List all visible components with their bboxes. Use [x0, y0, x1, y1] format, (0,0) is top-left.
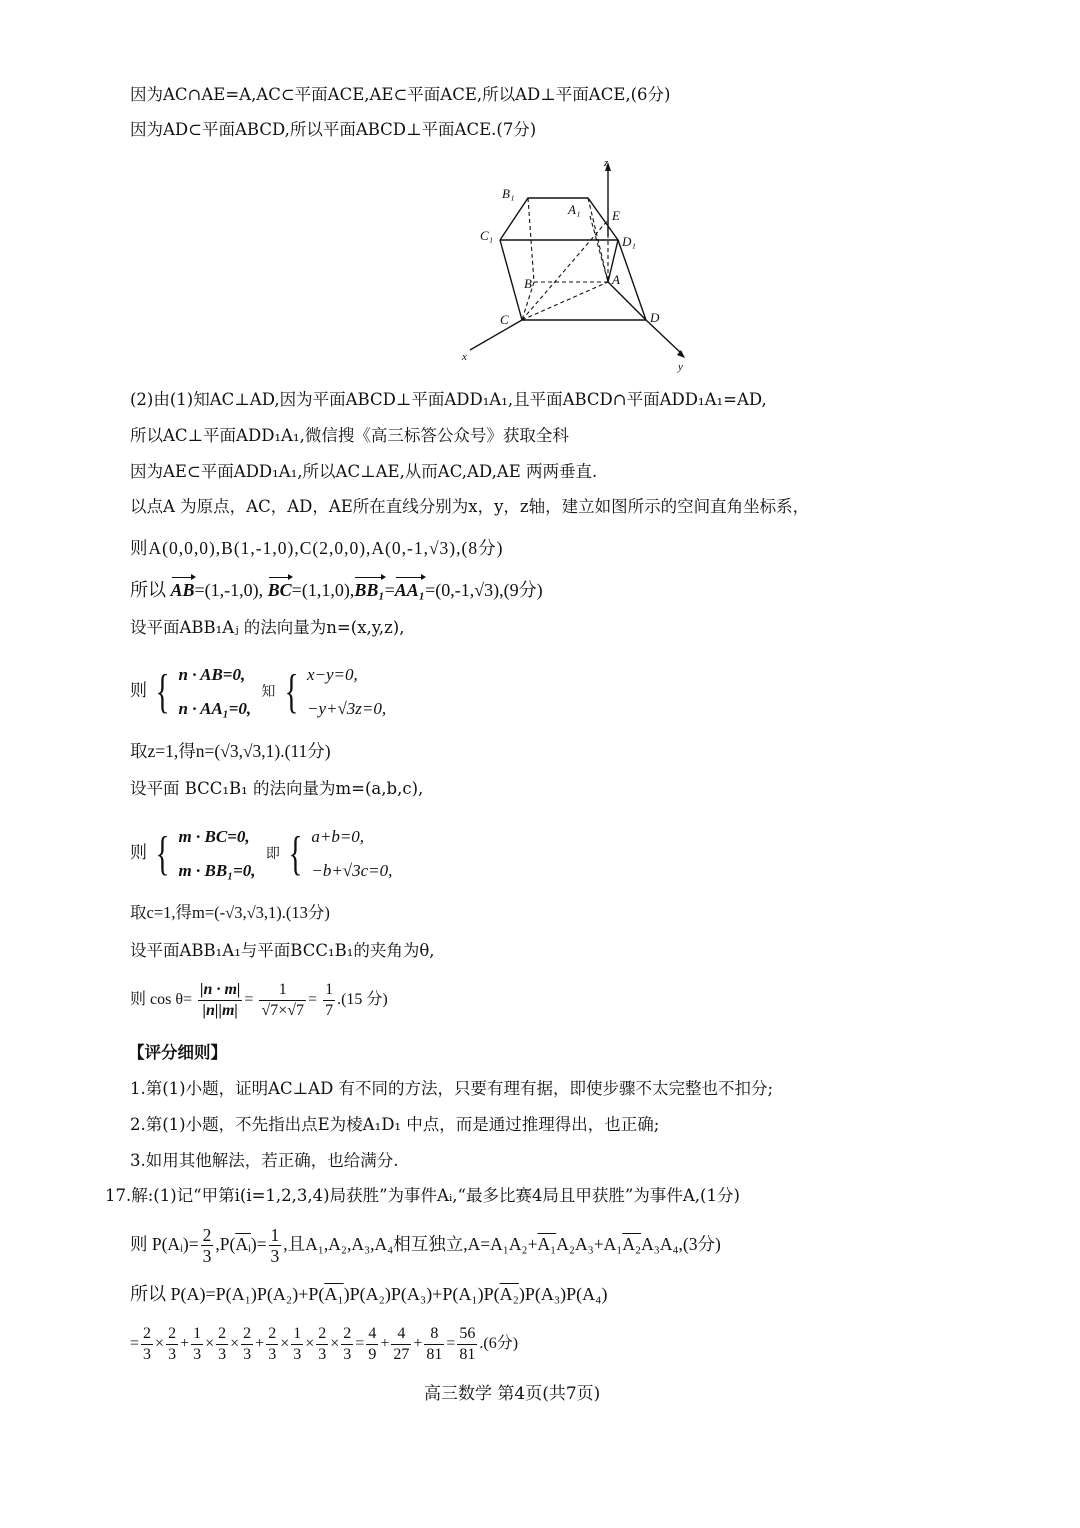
question-17: 17.解:(1)记“甲第i(i=1,2,3,4)局获胜”为事件Aᵢ,“最多比赛4局且甲获胜”为事件A,(1分)	[105, 1186, 740, 1205]
vector-ab-value: =(1,-1,0),	[194, 580, 264, 600]
operator: =	[355, 1335, 365, 1352]
system-rows	[179, 820, 256, 888]
edge-d1-d	[618, 240, 646, 320]
operator: ×	[280, 1335, 290, 1352]
solution-line: 设平面 BCC₁B₁ 的法向量为m=(a,b,c),	[130, 779, 424, 798]
operator: +	[380, 1335, 390, 1352]
edge-a-d	[608, 282, 646, 320]
fraction: $\frac{2}{3}$	[202, 1225, 212, 1267]
solution-line: 取c=1,得m=(-√3,√3,1).(13分)	[130, 903, 330, 922]
label-a1: A₁	[568, 202, 581, 217]
text-run: A₂A₃+A₁	[556, 1234, 623, 1254]
y-axis-line	[646, 320, 682, 354]
fraction: $\frac{2}{3}$	[218, 1324, 227, 1363]
operator: +	[180, 1335, 190, 1352]
operator: ×	[155, 1335, 165, 1352]
fraction: $\frac{1}{√7\times√7}$	[261, 980, 305, 1019]
solution-line: 因为AC∩AE=A,AC⊂平面ACE,AE⊂平面ACE,所以AD⊥平面ACE,(6分)	[130, 85, 671, 104]
system-rows	[179, 658, 252, 726]
system-row: −y+√3z=0,	[306, 699, 387, 718]
operator: +	[413, 1335, 423, 1352]
system-row: −b+√3c=0,	[311, 861, 393, 880]
system-connector: 即	[265, 846, 280, 862]
rubric-item: 3.如用其他解法，若正确，也给满分.	[130, 1151, 399, 1170]
operator: ×	[205, 1335, 215, 1352]
equals-sign: =	[244, 991, 254, 1008]
label-c1: C₁	[480, 228, 494, 243]
fraction: $\frac{8}{81}$	[426, 1324, 443, 1363]
solution-line: 所以AC⊥平面ADD₁A₁,微信搜《高三标答公众号》获取全科	[130, 426, 569, 445]
geometry-figure	[460, 156, 700, 378]
hidden-edge-c-a	[522, 282, 608, 320]
calculation-tail: .(6分)	[479, 1335, 519, 1352]
vector-ab: AB	[170, 580, 195, 600]
fraction: $\frac{2}{3}$	[343, 1324, 352, 1363]
label-b: B	[524, 276, 532, 291]
fraction: $\frac{1}{3}$	[193, 1324, 202, 1363]
text-run: 所以 P(A)=P(A₁)P(A₂)+P(	[130, 1284, 325, 1304]
system-row: n · AA₁=0,	[178, 699, 252, 718]
vectors-prefix: 所以	[130, 580, 166, 600]
system-rows	[307, 658, 386, 726]
fraction: $\frac{4}{27}$	[393, 1324, 410, 1363]
text-run: )P(A₂)P(A₃)+P(A₁)P(	[343, 1284, 500, 1304]
text-run: )P(A₃)P(A₄)	[518, 1284, 608, 1304]
solution-line: 设平面ABB₁Aⱼ 的法向量为n=(x,y,z),	[130, 618, 405, 637]
operator: =	[130, 1335, 140, 1352]
text-run: 则 P(Aᵢ)=	[130, 1234, 199, 1254]
label-x: x	[462, 351, 467, 363]
fraction: $\frac{1}{3}$	[270, 1225, 280, 1267]
brace-icon: {	[155, 827, 170, 880]
brace-icon: {	[155, 665, 170, 718]
fraction: $\frac{1}{3}$	[293, 1324, 302, 1363]
rubric-item: 2.第(1)小题，不先指出点E为棱A₁D₁ 中点，而是通过推理得出，也正确;	[130, 1115, 660, 1134]
top-face	[500, 198, 618, 240]
fraction: $\frac{1}{7}$	[325, 980, 334, 1019]
text-run: )=	[250, 1234, 267, 1254]
vector-bb1: BB₁	[354, 580, 385, 600]
fraction: $\frac{2}{3}$	[318, 1324, 327, 1363]
text-run: ,P(	[215, 1234, 236, 1254]
cosine-line	[130, 978, 388, 1022]
brace-icon: {	[288, 827, 303, 880]
fraction: $\frac{2}{3}$	[243, 1324, 252, 1363]
hidden-edge-aux	[590, 216, 608, 282]
operator: +	[255, 1335, 265, 1352]
text-run: A₃A₄,(3分)	[641, 1234, 721, 1254]
x-axis-line	[470, 320, 522, 350]
solution-line: 因为AD⊂平面ABCD,所以平面ABCD⊥平面ACE.(7分)	[130, 120, 537, 139]
label-e: E	[612, 208, 620, 223]
brace-icon: {	[284, 665, 299, 718]
solution-line: 取z=1,得n=(√3,√3,1).(11分)	[130, 741, 331, 761]
complement-event: A₂	[499, 1284, 519, 1304]
fraction: $\frac{2}{3}$	[268, 1324, 277, 1363]
system-connector: 知	[261, 684, 276, 700]
probability-line	[130, 1222, 721, 1266]
fraction: $\frac{2}{3}$	[168, 1324, 177, 1363]
solution-line: 设平面ABB₁A₁与平面BCC₁B₁的夹角为θ,	[130, 941, 435, 960]
vector-bc: BC	[267, 580, 292, 600]
solution-line: 因为AE⊂平面ADD₁A₁,所以AC⊥AE,从而AC,AD,AE 两两垂直.	[130, 462, 598, 481]
solution-line: 以点A 为原点，AC，AD，AE所在直线分别为x，y，z轴，建立如图所示的空间直角坐标系，	[130, 497, 810, 516]
label-b1: B₁	[502, 186, 515, 201]
page-footer: 高三数学 第4页(共7页)	[424, 1384, 601, 1404]
operator: ×	[230, 1335, 240, 1352]
label-d: D	[650, 310, 660, 325]
complement-event: A₂	[622, 1234, 642, 1254]
operator: ×	[330, 1335, 340, 1352]
vector-aa1-value: =(0,-1,√3),(9分)	[425, 580, 543, 600]
complement-event: A₁	[324, 1284, 344, 1304]
probability-line	[130, 1283, 607, 1305]
rubric-title: 【评分细则】	[128, 1043, 227, 1062]
system-row: x−y=0,	[306, 665, 358, 684]
calculation-line	[130, 1322, 518, 1366]
vector-eq: =	[384, 580, 395, 600]
label-d1: D₁	[622, 234, 636, 249]
label-c: C	[500, 312, 509, 327]
cosine-tail: .(15 分)	[337, 991, 388, 1008]
label-y: y	[678, 361, 683, 373]
operator: =	[446, 1335, 456, 1352]
label-z: z	[604, 157, 609, 169]
system-row: m · BC=0,	[178, 827, 250, 846]
edge-c1-c	[500, 240, 522, 320]
cosine-prefix: 则 cos θ=	[130, 991, 193, 1008]
solution-line: (2)由(1)知AC⊥AD,因为平面ABCD⊥平面ADD₁A₁,且平面ABCD∩平面ADD₁A₁=AD,	[130, 390, 767, 409]
fraction: $\frac{|n \cdot m|}{|n||m|}$	[200, 980, 241, 1019]
text-run: ,且A₁,A₂,A₃,A₄相互独立,A=A₁A₂+	[283, 1234, 538, 1254]
vectors-line	[130, 579, 543, 601]
system-prefix: 则	[130, 842, 147, 862]
fraction: $\frac{56}{81}$	[459, 1324, 476, 1363]
system-row: m · BB₁=0,	[178, 861, 256, 880]
complement-event: A₁	[537, 1234, 557, 1254]
hidden-edge-c-e	[522, 220, 608, 320]
equals-sign: =	[308, 991, 318, 1008]
complement-event: $\overline{Aᵢ}$	[235, 1234, 251, 1254]
system-prefix: 则	[130, 680, 147, 700]
system-rows	[311, 820, 392, 888]
equation-system-1	[130, 658, 386, 726]
fraction: $\frac{4}{9}$	[368, 1324, 377, 1363]
coordinates-line: 则A(0,0,0),B(1,-1,0),C(2,0,0),A(0,-1,√3),(8分)	[130, 538, 504, 558]
operator: ×	[305, 1335, 315, 1352]
system-row: a+b=0,	[311, 827, 365, 846]
equation-system-2	[130, 820, 392, 888]
vector-bc-value: =(1,1,0),	[291, 580, 355, 600]
rubric-item: 1.第(1)小题，证明AC⊥AD 有不同的方法，只要有理有据，即使步骤不太完整也不扣分;	[130, 1079, 774, 1098]
system-row: n · AB=0,	[178, 665, 246, 684]
label-a: A	[612, 272, 620, 287]
vector-aa1: AA₁	[394, 580, 426, 600]
fraction: $\frac{2}{3}$	[143, 1324, 152, 1363]
